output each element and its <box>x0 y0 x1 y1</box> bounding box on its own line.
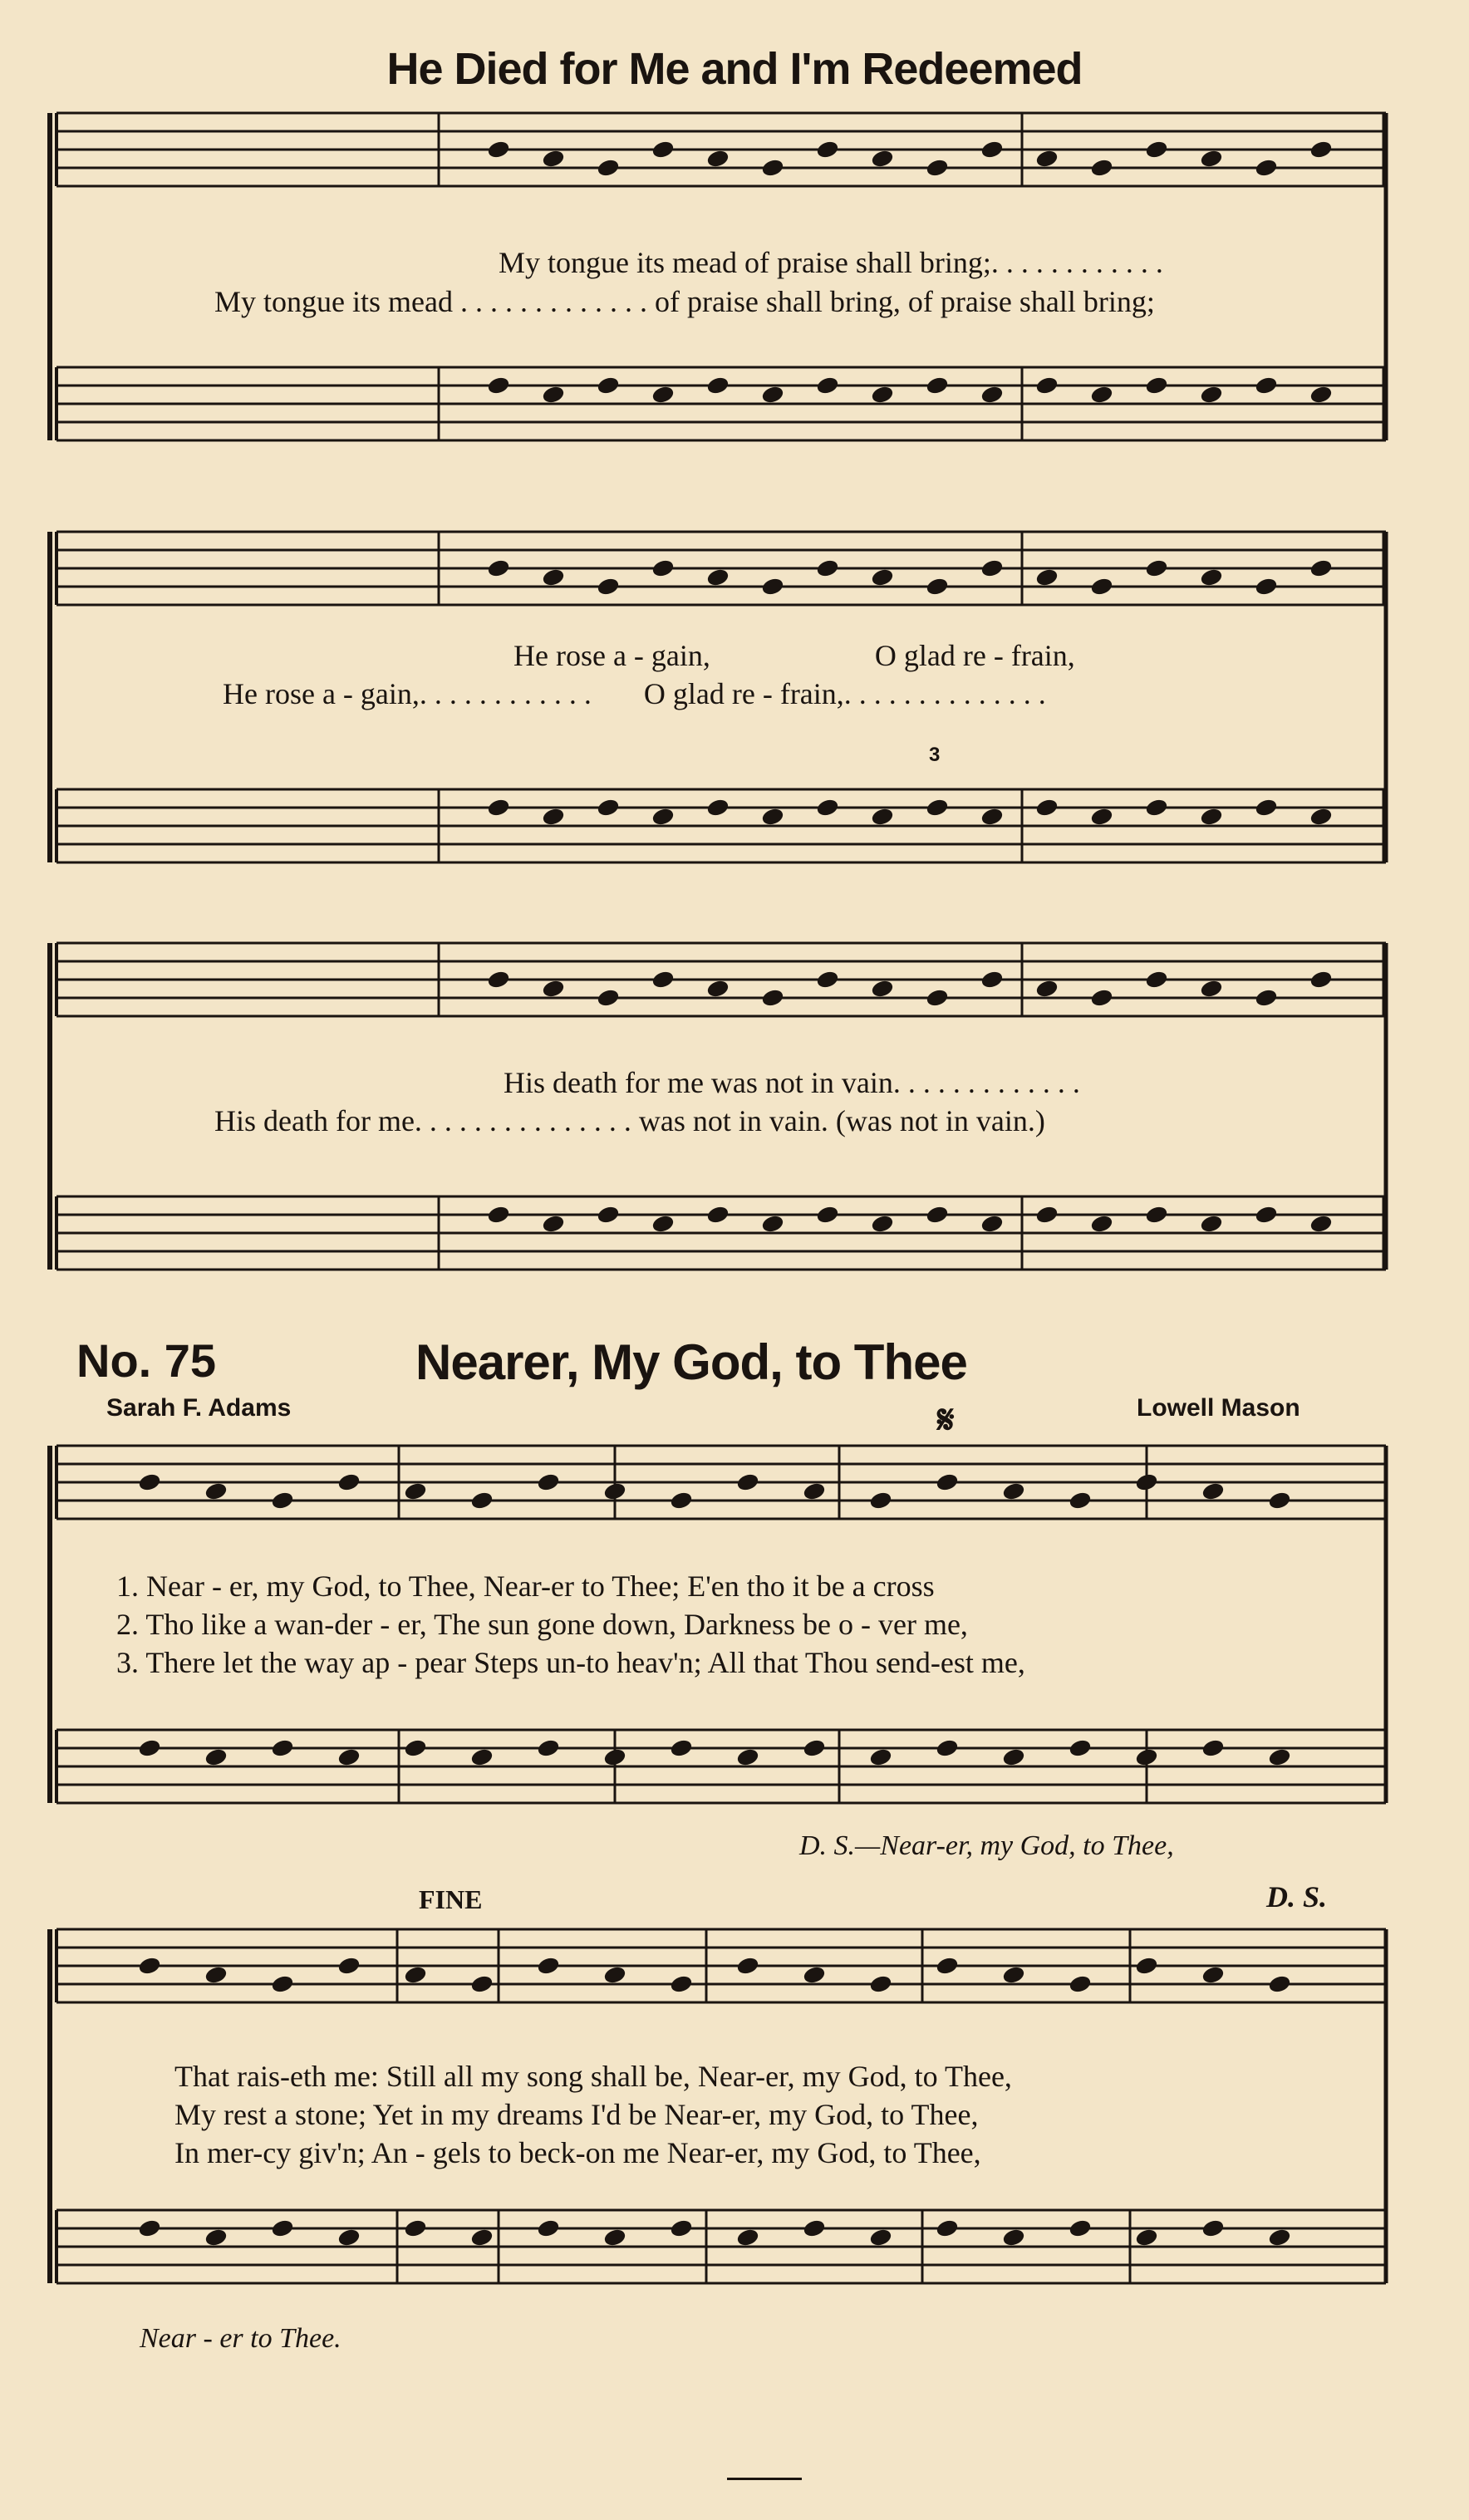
note-head <box>138 1956 161 1975</box>
note-head <box>871 385 894 404</box>
verse-line: 3. There let the way ap - pear Steps un-to heav'n; All that Thou send-est me, <box>116 1646 1025 1679</box>
note-head <box>404 2218 427 2238</box>
note-head <box>816 1205 839 1224</box>
note-head <box>1200 807 1223 826</box>
note-head <box>670 1738 693 1757</box>
note-head <box>869 1974 892 1993</box>
note-head <box>1069 1974 1092 1993</box>
note-head <box>271 2218 294 2238</box>
note-head <box>487 1205 510 1224</box>
note-head <box>936 1738 959 1757</box>
note-head <box>470 1491 494 1510</box>
note-head <box>980 140 1004 159</box>
note-head <box>816 558 839 577</box>
note-head <box>761 158 784 177</box>
note-head <box>1201 1965 1225 1984</box>
note-head <box>980 970 1004 989</box>
note-head <box>1145 970 1168 989</box>
note-head <box>816 970 839 989</box>
lyric-line: My tongue its mead of praise shall bring;. . . . . . . . . . . . <box>499 246 1163 279</box>
note-head <box>1200 979 1223 998</box>
note-head <box>980 558 1004 577</box>
note-head <box>1135 1956 1158 1975</box>
note-head <box>1035 798 1059 817</box>
note-head <box>736 1472 759 1491</box>
note-head <box>1090 988 1113 1007</box>
note-head <box>1035 149 1059 168</box>
note-head <box>651 970 675 989</box>
note-head <box>487 376 510 395</box>
note-head <box>470 2228 494 2247</box>
note-head <box>537 1738 560 1757</box>
note-head <box>651 385 675 404</box>
note-head <box>761 807 784 826</box>
note-head <box>1200 567 1223 587</box>
note-head <box>926 158 949 177</box>
ds-text: D. S.—Near-er, my God, to Thee, <box>799 1830 1174 1861</box>
note-head <box>1069 1738 1092 1757</box>
note-head <box>651 1214 675 1233</box>
note-head <box>1268 1491 1291 1510</box>
note-head <box>736 1747 759 1766</box>
note-head <box>597 1205 620 1224</box>
note-head <box>487 140 510 159</box>
note-head <box>1200 385 1223 404</box>
note-head <box>736 1956 759 1975</box>
lyric-line: His death for me was not in vain. . . . . . . . . . . . . <box>504 1066 1080 1099</box>
lyricist: Sarah F. Adams <box>106 1394 292 1422</box>
note-head <box>1200 1214 1223 1233</box>
note-head <box>542 807 565 826</box>
note-head <box>1135 1747 1158 1766</box>
verse-line: 1. Near - er, my God, to Thee, Near-er to Thee; E'en tho it be a cross <box>116 1569 935 1603</box>
note-head <box>204 2228 228 2247</box>
note-head <box>537 1472 560 1491</box>
note-head <box>1268 1974 1291 1993</box>
note-head <box>816 140 839 159</box>
note-head <box>761 988 784 1007</box>
note-head <box>603 2228 626 2247</box>
note-head <box>1145 558 1168 577</box>
footer-rule <box>727 2478 802 2480</box>
note-head <box>869 1747 892 1766</box>
note-head <box>869 2228 892 2247</box>
note-head <box>736 2228 759 2247</box>
ds-mark: D. S. <box>1266 1880 1328 1913</box>
note-head <box>1135 1472 1158 1491</box>
note-head <box>1309 140 1333 159</box>
note-head <box>1309 970 1333 989</box>
note-head <box>1309 1214 1333 1233</box>
note-head <box>926 1205 949 1224</box>
ds-ending-text: Near - er to Thee. <box>140 2323 341 2354</box>
note-head <box>1069 2218 1092 2238</box>
note-head <box>803 1965 826 1984</box>
lyric-line: He rose a - gain, O glad re - frain, <box>513 639 1075 672</box>
note-head <box>651 140 675 159</box>
note-head <box>1035 979 1059 998</box>
note-head <box>487 798 510 817</box>
note-head <box>204 1481 228 1501</box>
note-head <box>1201 1738 1225 1757</box>
note-head <box>803 1738 826 1757</box>
note-head <box>761 1214 784 1233</box>
note-head <box>470 1747 494 1766</box>
note-head <box>337 1747 361 1766</box>
note-head <box>761 577 784 596</box>
note-head <box>816 376 839 395</box>
note-head <box>706 149 730 168</box>
note-head <box>597 376 620 395</box>
hymn-title: Nearer, My God, to Thee <box>415 1334 967 1390</box>
note-head <box>1309 807 1333 826</box>
note-head <box>487 970 510 989</box>
note-head <box>603 1965 626 1984</box>
note-head <box>1090 807 1113 826</box>
note-head <box>936 1956 959 1975</box>
note-head <box>404 1481 427 1501</box>
note-head <box>706 979 730 998</box>
note-head <box>651 558 675 577</box>
note-head <box>1255 1205 1278 1224</box>
note-head <box>1268 1747 1291 1766</box>
verse-line: My rest a stone; Yet in my dreams I'd be Near-er, my God, to Thee, <box>174 2098 979 2131</box>
note-head <box>980 1214 1004 1233</box>
note-head <box>1069 1491 1092 1510</box>
note-head <box>1200 149 1223 168</box>
note-head <box>337 2228 361 2247</box>
composer: Lowell Mason <box>1137 1394 1300 1422</box>
note-head <box>470 1974 494 1993</box>
note-head <box>936 2218 959 2238</box>
note-head <box>816 798 839 817</box>
note-head <box>597 798 620 817</box>
note-head <box>1201 1481 1225 1501</box>
lyric-line: My tongue its mead . . . . . . . . . . . . . of praise shall bring, of praise shall bring; <box>214 285 1155 318</box>
note-head <box>1002 2228 1025 2247</box>
note-head <box>1135 2228 1158 2247</box>
verse-line: 2. Tho like a wan-der - er, The sun gone down, Darkness be o - ver me, <box>116 1608 968 1641</box>
note-head <box>542 979 565 998</box>
note-head <box>1145 140 1168 159</box>
note-head <box>871 149 894 168</box>
note-head <box>871 1214 894 1233</box>
note-head <box>487 558 510 577</box>
note-head <box>337 1472 361 1491</box>
note-head <box>542 567 565 587</box>
note-head <box>537 2218 560 2238</box>
note-head <box>651 807 675 826</box>
note-head <box>871 979 894 998</box>
note-head <box>670 1974 693 1993</box>
note-head <box>936 1472 959 1491</box>
note-head <box>597 158 620 177</box>
note-head <box>1255 798 1278 817</box>
note-head <box>138 1472 161 1491</box>
note-head <box>542 385 565 404</box>
note-head <box>1145 798 1168 817</box>
note-head <box>803 1481 826 1501</box>
note-head <box>1255 376 1278 395</box>
note-head <box>869 1491 892 1510</box>
note-head <box>803 2218 826 2238</box>
verse-line: In mer-cy giv'n; An - gels to beck-on me Near-er, my God, to Thee, <box>174 2136 981 2169</box>
note-head <box>542 149 565 168</box>
note-head <box>1035 567 1059 587</box>
note-head <box>1090 1214 1113 1233</box>
hymn-title: He Died for Me and I'm Redeemed <box>386 44 1083 94</box>
note-head <box>597 988 620 1007</box>
note-head <box>1145 1205 1168 1224</box>
note-head <box>1090 385 1113 404</box>
fine-mark: FINE <box>419 1884 483 1914</box>
note-head <box>670 1491 693 1510</box>
note-head <box>1035 376 1059 395</box>
lyric-line: His death for me. . . . . . . . . . . . . . . was not in vain. (was not in vain.) <box>214 1104 1045 1137</box>
note-head <box>1255 158 1278 177</box>
note-head <box>670 2218 693 2238</box>
lyric-line: He rose a - gain,. . . . . . . . . . . . O glad re - frain,. . . . . . . . . . . . . . <box>223 677 1046 710</box>
note-head <box>926 376 949 395</box>
note-head <box>871 567 894 587</box>
note-head <box>404 1965 427 1984</box>
note-head <box>1309 558 1333 577</box>
note-head <box>138 1738 161 1757</box>
note-head <box>761 385 784 404</box>
note-head <box>603 1747 626 1766</box>
segno-sign: 𝄋 <box>937 1398 955 1442</box>
note-head <box>337 1956 361 1975</box>
note-head <box>597 577 620 596</box>
note-head <box>926 577 949 596</box>
note-head <box>1268 2228 1291 2247</box>
note-head <box>537 1956 560 1975</box>
note-head <box>404 1738 427 1757</box>
note-head <box>271 1974 294 1993</box>
note-head <box>603 1481 626 1501</box>
note-head <box>706 798 730 817</box>
note-head <box>204 1747 228 1766</box>
note-head <box>1309 385 1333 404</box>
note-head <box>871 807 894 826</box>
note-head <box>1201 2218 1225 2238</box>
note-head <box>1255 577 1278 596</box>
note-head <box>980 385 1004 404</box>
note-head <box>1002 1481 1025 1501</box>
note-head <box>271 1491 294 1510</box>
note-head <box>1002 1965 1025 1984</box>
verse-line: That rais-eth me: Still all my song shall be, Near-er, my God, to Thee, <box>174 2060 1012 2093</box>
note-head <box>1002 1747 1025 1766</box>
note-head <box>1035 1205 1059 1224</box>
note-head <box>1090 577 1113 596</box>
note-head <box>1090 158 1113 177</box>
note-head <box>138 2218 161 2238</box>
note-head <box>926 798 949 817</box>
note-head <box>1255 988 1278 1007</box>
note-head <box>204 1965 228 1984</box>
note-head <box>271 1738 294 1757</box>
note-head <box>706 1205 730 1224</box>
note-head <box>542 1214 565 1233</box>
note-head <box>706 376 730 395</box>
note-head <box>926 988 949 1007</box>
note-head <box>1145 376 1168 395</box>
note-head <box>706 567 730 587</box>
note-head <box>980 807 1004 826</box>
triplet-mark: 3 <box>929 744 941 766</box>
hymn-number: No. 75 <box>76 1334 217 1387</box>
